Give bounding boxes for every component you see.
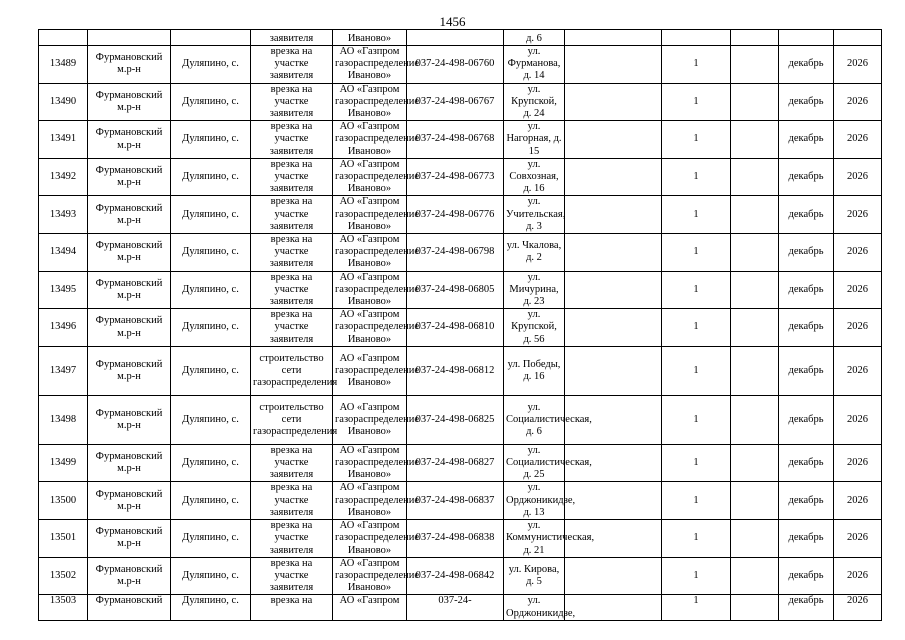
cell-qty	[662, 30, 731, 46]
cell-org: АО «Газпром газораспределение Иваново»	[333, 196, 407, 234]
cell-empty	[565, 158, 662, 196]
registry-table	[38, 29, 882, 621]
cell-code: 037-24-498-06776	[407, 196, 504, 234]
cell-num: 13502	[39, 557, 88, 595]
cell-locality: Дуляпино, с.	[171, 520, 251, 558]
cell-empty	[731, 46, 779, 84]
table-row	[39, 595, 882, 620]
cell-empty	[565, 557, 662, 595]
table-row	[39, 271, 882, 309]
cell-work: врезка на участке заявителя	[251, 557, 333, 595]
cell-org: АО «Газпром газораспределение Иваново»	[333, 158, 407, 196]
cell-empty	[731, 196, 779, 234]
cell-empty	[565, 482, 662, 520]
cell-qty: 1	[662, 557, 731, 595]
cell-district: Фурмановский м.р-н	[88, 482, 171, 520]
cell-month: декабрь	[779, 595, 834, 620]
cell-address: ул. Коммунистическая, д. 21	[504, 520, 565, 558]
cell-org: АО «Газпром газораспределение Иваново»	[333, 346, 407, 395]
cell-qty: 1	[662, 121, 731, 159]
cell-district: Фурмановский м.р-н	[88, 309, 171, 347]
table-row	[39, 83, 882, 121]
cell-month: декабрь	[779, 271, 834, 309]
cell-locality: Дуляпино, с.	[171, 595, 251, 620]
cell-org: АО «Газпром	[333, 595, 407, 620]
table-row	[39, 196, 882, 234]
cell-empty	[731, 595, 779, 620]
cell-num: 13493	[39, 196, 88, 234]
cell-locality: Дуляпино, с.	[171, 444, 251, 482]
cell-address: ул. Фурманова, д. 14	[504, 46, 565, 84]
cell-locality: Дуляпино, с.	[171, 482, 251, 520]
cell-empty	[565, 309, 662, 347]
cell-address: ул. Кирова, д. 5	[504, 557, 565, 595]
cell-qty: 1	[662, 346, 731, 395]
cell-num: 13492	[39, 158, 88, 196]
cell-empty	[731, 395, 779, 444]
cell-empty	[565, 46, 662, 84]
cell-year: 2026	[834, 444, 882, 482]
cell-locality: Дуляпино, с.	[171, 196, 251, 234]
cell-empty	[731, 271, 779, 309]
table-row	[39, 520, 882, 558]
cell-month	[779, 30, 834, 46]
table-row	[39, 234, 882, 272]
cell-qty: 1	[662, 309, 731, 347]
cell-code: 037-24-498-06827	[407, 444, 504, 482]
cell-empty	[731, 309, 779, 347]
cell-empty	[565, 234, 662, 272]
cell-qty: 1	[662, 595, 731, 620]
cell-qty: 1	[662, 482, 731, 520]
cell-qty: 1	[662, 46, 731, 84]
cell-code: 037-24-498-06768	[407, 121, 504, 159]
cell-district: Фурмановский м.р-н	[88, 395, 171, 444]
cell-empty	[565, 196, 662, 234]
cell-address: ул. Мичурина, д. 23	[504, 271, 565, 309]
cell-month: декабрь	[779, 46, 834, 84]
cell-district: Фурмановский м.р-н	[88, 520, 171, 558]
cell-work: врезка на участке заявителя	[251, 196, 333, 234]
cell-qty: 1	[662, 520, 731, 558]
cell-work: врезка на участке заявителя	[251, 444, 333, 482]
cell-empty	[565, 83, 662, 121]
cell-month: декабрь	[779, 395, 834, 444]
cell-locality: Дуляпино, с.	[171, 309, 251, 347]
cell-year: 2026	[834, 271, 882, 309]
cell-locality: Дуляпино, с.	[171, 346, 251, 395]
cell-month: декабрь	[779, 83, 834, 121]
cell-empty	[731, 346, 779, 395]
cell-year: 2026	[834, 595, 882, 620]
cell-num: 13503	[39, 595, 88, 620]
cell-code: 037-24-	[407, 595, 504, 620]
cell-work: врезка на участке заявителя	[251, 46, 333, 84]
cell-org: АО «Газпром газораспределение Иваново»	[333, 121, 407, 159]
cell-qty: 1	[662, 444, 731, 482]
cell-year: 2026	[834, 346, 882, 395]
cell-code: 037-24-498-06837	[407, 482, 504, 520]
cell-org: АО «Газпром газораспределение Иваново»	[333, 234, 407, 272]
cell-locality: Дуляпино, с.	[171, 121, 251, 159]
cell-org: АО «Газпром газораспределение Иваново»	[333, 395, 407, 444]
cell-locality: Дуляпино, с.	[171, 46, 251, 84]
cell-org: АО «Газпром газораспределение Иваново»	[333, 309, 407, 347]
cell-year: 2026	[834, 482, 882, 520]
cell-work: врезка на участке заявителя	[251, 121, 333, 159]
cell-address: ул. Орджоникидзе, д. 13	[504, 482, 565, 520]
cell-work: врезка на участке заявителя	[251, 520, 333, 558]
cell-month: декабрь	[779, 158, 834, 196]
cell-year: 2026	[834, 196, 882, 234]
cell-address: ул. Чкалова, д. 2	[504, 234, 565, 272]
cell-district: Фурмановский м.р-н	[88, 46, 171, 84]
cell-code: 037-24-498-06798	[407, 234, 504, 272]
cell-num: 13498	[39, 395, 88, 444]
cell-district: Фурмановский м.р-н	[88, 83, 171, 121]
cell-address: ул. Совхозная, д. 16	[504, 158, 565, 196]
cell-work: заявителя	[251, 30, 333, 46]
cell-num: 13495	[39, 271, 88, 309]
cell-address: д. 6	[504, 30, 565, 46]
cell-work: врезка на участке заявителя	[251, 482, 333, 520]
cell-qty: 1	[662, 395, 731, 444]
cell-num: 13499	[39, 444, 88, 482]
cell-work: врезка на участке заявителя	[251, 234, 333, 272]
cell-month: декабрь	[779, 121, 834, 159]
cell-num: 13501	[39, 520, 88, 558]
cell-org: Иваново»	[333, 30, 407, 46]
cell-num: 13489	[39, 46, 88, 84]
table-row	[39, 158, 882, 196]
cell-district: Фурмановский м.р-н	[88, 158, 171, 196]
cell-month: декабрь	[779, 444, 834, 482]
cell-locality: Дуляпино, с.	[171, 395, 251, 444]
cell-org: АО «Газпром газораспределение Иваново»	[333, 520, 407, 558]
cell-locality: Дуляпино, с.	[171, 83, 251, 121]
cell-year: 2026	[834, 46, 882, 84]
cell-work: строительство сети газораспределения	[251, 346, 333, 395]
cell-num: 13500	[39, 482, 88, 520]
cell-empty	[565, 121, 662, 159]
page-number: 1456	[439, 14, 466, 29]
cell-year: 2026	[834, 520, 882, 558]
cell-district	[88, 30, 171, 46]
cell-district: Фурмановский м.р-н	[88, 557, 171, 595]
cell-empty	[731, 482, 779, 520]
cell-num: 13494	[39, 234, 88, 272]
cell-work: врезка на участке заявителя	[251, 83, 333, 121]
cell-year: 2026	[834, 395, 882, 444]
cell-code: 037-24-498-06812	[407, 346, 504, 395]
cell-year: 2026	[834, 557, 882, 595]
cell-empty	[731, 444, 779, 482]
table-row	[39, 46, 882, 84]
cell-empty	[565, 271, 662, 309]
cell-month: декабрь	[779, 346, 834, 395]
cell-org: АО «Газпром газораспределение Иваново»	[333, 557, 407, 595]
cell-month: декабрь	[779, 196, 834, 234]
cell-month: декабрь	[779, 234, 834, 272]
cell-num	[39, 30, 88, 46]
cell-empty	[731, 557, 779, 595]
cell-work: строительство сети газораспределения	[251, 395, 333, 444]
cell-locality: Дуляпино, с.	[171, 271, 251, 309]
cell-num: 13496	[39, 309, 88, 347]
cell-locality: Дуляпино, с.	[171, 557, 251, 595]
cell-locality: Дуляпино, с.	[171, 158, 251, 196]
cell-org: АО «Газпром газораспределение Иваново»	[333, 83, 407, 121]
cell-code: 037-24-498-06842	[407, 557, 504, 595]
cell-month: декабрь	[779, 309, 834, 347]
cell-district: Фурмановский м.р-н	[88, 346, 171, 395]
table-row	[39, 444, 882, 482]
cell-empty	[731, 520, 779, 558]
cell-code: 037-24-498-06805	[407, 271, 504, 309]
cell-qty: 1	[662, 271, 731, 309]
cell-year: 2026	[834, 309, 882, 347]
table-row-continued	[39, 30, 882, 46]
cell-num: 13497	[39, 346, 88, 395]
cell-code: 037-24-498-06773	[407, 158, 504, 196]
cell-qty: 1	[662, 158, 731, 196]
cell-num: 13490	[39, 83, 88, 121]
table-row	[39, 557, 882, 595]
cell-empty	[731, 234, 779, 272]
cell-code: 037-24-498-06760	[407, 46, 504, 84]
cell-year: 2026	[834, 234, 882, 272]
cell-code: 037-24-498-06767	[407, 83, 504, 121]
cell-district: Фурмановский	[88, 595, 171, 620]
cell-work: врезка на участке заявителя	[251, 271, 333, 309]
cell-year: 2026	[834, 158, 882, 196]
cell-empty	[171, 30, 251, 46]
cell-org: АО «Газпром газораспределение Иваново»	[333, 271, 407, 309]
cell-org: АО «Газпром газораспределение Иваново»	[333, 444, 407, 482]
cell-qty: 1	[662, 83, 731, 121]
cell-empty	[565, 346, 662, 395]
cell-code: 037-24-498-06825	[407, 395, 504, 444]
cell-year	[834, 30, 882, 46]
cell-district: Фурмановский м.р-н	[88, 234, 171, 272]
cell-district: Фурмановский м.р-н	[88, 196, 171, 234]
cell-address: ул. Крупской, д. 24	[504, 83, 565, 121]
cell-empty	[731, 121, 779, 159]
cell-code: 037-24-498-06838	[407, 520, 504, 558]
cell-address: ул. Социалистическая, д. 25	[504, 444, 565, 482]
cell-empty	[565, 595, 662, 620]
table-row	[39, 309, 882, 347]
cell-address: ул. Крупской, д. 56	[504, 309, 565, 347]
cell-month: декабрь	[779, 482, 834, 520]
cell-locality: Дуляпино, с.	[171, 234, 251, 272]
cell-qty: 1	[662, 234, 731, 272]
cell-address: ул. Социалистическая, д. 6	[504, 395, 565, 444]
cell-district: Фурмановский м.р-н	[88, 121, 171, 159]
cell-address: ул. Орджоникидзе,	[504, 595, 565, 620]
cell-work: врезка на	[251, 595, 333, 620]
cell-empty	[565, 30, 662, 46]
cell-address: ул. Учительская, д. 3	[504, 196, 565, 234]
table-row	[39, 395, 882, 444]
cell-qty: 1	[662, 196, 731, 234]
cell-district: Фурмановский м.р-н	[88, 271, 171, 309]
cell-empty	[731, 158, 779, 196]
cell-org: АО «Газпром газораспределение Иваново»	[333, 482, 407, 520]
table-row	[39, 346, 882, 395]
cell-num: 13491	[39, 121, 88, 159]
cell-year: 2026	[834, 83, 882, 121]
cell-address: ул. Победы, д. 16	[504, 346, 565, 395]
table-row	[39, 482, 882, 520]
cell-code: 037-24-498-06810	[407, 309, 504, 347]
cell-month: декабрь	[779, 520, 834, 558]
cell-work: врезка на участке заявителя	[251, 309, 333, 347]
cell-address: ул. Нагорная, д. 15	[504, 121, 565, 159]
cell-org: АО «Газпром газораспределение Иваново»	[333, 46, 407, 84]
cell-month: декабрь	[779, 557, 834, 595]
cell-work: врезка на участке заявителя	[251, 158, 333, 196]
cell-empty	[731, 83, 779, 121]
cell-empty	[731, 30, 779, 46]
cell-code	[407, 30, 504, 46]
cell-district: Фурмановский м.р-н	[88, 444, 171, 482]
table-row	[39, 121, 882, 159]
cell-year: 2026	[834, 121, 882, 159]
